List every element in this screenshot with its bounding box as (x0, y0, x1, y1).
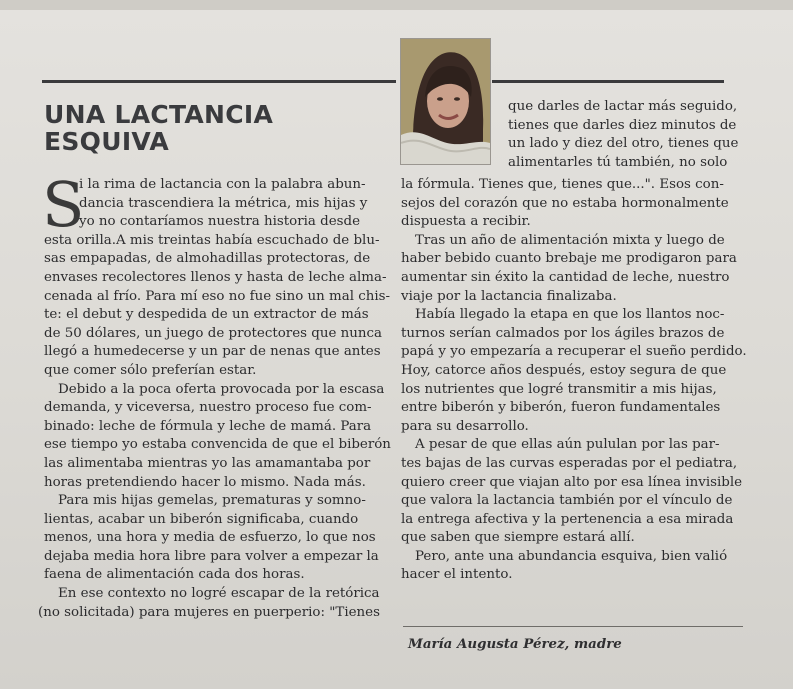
column-two (401, 176, 746, 585)
text-line: i la rima de lactancia con la palabra abun- (79, 177, 366, 192)
article-headline (44, 101, 384, 155)
text-line: tienes que darles diez minutos de (508, 117, 737, 133)
headline-line: ESQUIVA (44, 127, 170, 156)
text-line: demanda, y viceversa, nuestro proceso fue com- (44, 400, 372, 416)
text-line: faena de alimentación cada dos horas. (44, 567, 305, 583)
text-line: cenada al frío. Para mí eso no fue sino un mal chis- (44, 288, 391, 304)
text-line: Tras un año de alimentación mixta y luego de (415, 232, 725, 248)
text-line: los nutrientes que logré transmitir a mis hijas, (401, 381, 717, 397)
text-line: la fórmula. Tienes que, tienes que...". Esos con- (401, 177, 724, 192)
text-line: tes bajas de las curvas esperadas por el pediatra, (401, 455, 738, 471)
text-line: lientas, acabar un biberón significaba, cuando (44, 511, 359, 527)
text-line: horas pretendiendo hacer lo mismo. Nada más. (44, 474, 366, 490)
author-photo (400, 38, 491, 165)
column-one (38, 168, 391, 622)
text-line: Para mis hijas gemelas, prematuras y somno- (58, 493, 366, 509)
text-line: que valora la lactancia también por el vínculo de (401, 493, 733, 509)
text-line: que comer sólo preferían estar. (44, 362, 257, 378)
text-line: hacer el intento. (401, 567, 513, 583)
text-line: En ese contexto no logré escapar de la retórica (58, 586, 380, 602)
text-line: A pesar de que ellas aún pululan por las par- (415, 437, 720, 453)
text-line: papá y yo empezaría a recuperar el sueño perdido. (401, 344, 747, 360)
text-line: Pero, ante una abundancia esquiva, bien valió (415, 548, 728, 564)
text-line: menos, una hora y media de esfuerzo, lo que nos (44, 530, 376, 546)
text-line: quiero creer que viajan alto por esa línea invisible (401, 474, 743, 490)
top-rule-left (42, 80, 396, 83)
text-line: dancia trascendiera la métrica, mis hijas y (79, 195, 368, 211)
text-line: que saben que siempre estará allí. (401, 530, 635, 546)
text-line: envases recolectores llenos y hasta de leche alma- (44, 269, 387, 285)
text-line: binado: leche de fórmula y leche de mamá. Para (44, 418, 372, 434)
text-line: dispuesta a recibir. (401, 214, 531, 230)
text-line: la entrega afectiva y la pertenencia a esa mirada (401, 511, 734, 527)
text-line: Había llegado la etapa en que los llantos noc- (415, 307, 725, 323)
text-line: te: el debut y despedida de un extractor de más (44, 307, 369, 323)
text-line: que darles de lactar más seguido, (508, 99, 738, 114)
text-line: sejos del corazón que no estaba hormonalmente (401, 195, 729, 211)
text-line: yo no contaríamos nuestra historia desde (79, 214, 361, 230)
text-line: de 50 dólares, un juego de protectores que nunca (44, 325, 382, 341)
text-line: aumentar sin éxito la cantidad de leche, nuestro (401, 269, 730, 285)
text-line: Hoy, catorce años después, estoy segura de que (401, 362, 727, 378)
text-line: las alimentaba mientras yo las amamantaba por (44, 455, 371, 471)
previous-article-strip (0, 0, 793, 10)
text-line: alimentarles tú también, no solo (508, 154, 728, 170)
text-line: sas empapadas, de almohadillas protectoras, de (44, 251, 371, 267)
text-line: esta orilla.A mis treintas había escuchado de blu- (44, 232, 380, 248)
text-line: dejaba media hora libre para volver a empezar la (44, 548, 379, 564)
text-line: haber bebido cuanto brebaje me prodigaron para (401, 251, 737, 267)
text-line: Debido a la poca oferta provocada por la escasa (58, 381, 385, 397)
text-line: un lado y diez del otro, tienes que (508, 136, 739, 152)
author-portrait-illustration (401, 39, 490, 164)
text-line: llegó a humedecerse y un par de nenas que antes (44, 344, 381, 360)
text-line: (no solicitada) para mujeres en puerperio: "Tienes (38, 604, 380, 620)
text-line: turnos serían calmados por los ágiles brazos de (401, 325, 725, 341)
headline-line: UNA LACTANCIA (44, 100, 274, 129)
signature-rule (403, 626, 743, 627)
text-line: ese tiempo yo estaba convencida de que el biberón (44, 437, 391, 453)
column-two-top (508, 98, 748, 172)
top-rule-right (492, 80, 724, 83)
author-signature: María Augusta Pérez, madre (408, 636, 622, 652)
drop-cap: S (42, 168, 85, 241)
text-line: para su desarrollo. (401, 418, 529, 434)
text-line: entre biberón y biberón, fueron fundamentales (401, 400, 721, 416)
text-line: viaje por la lactancia finalizaba. (401, 288, 617, 304)
